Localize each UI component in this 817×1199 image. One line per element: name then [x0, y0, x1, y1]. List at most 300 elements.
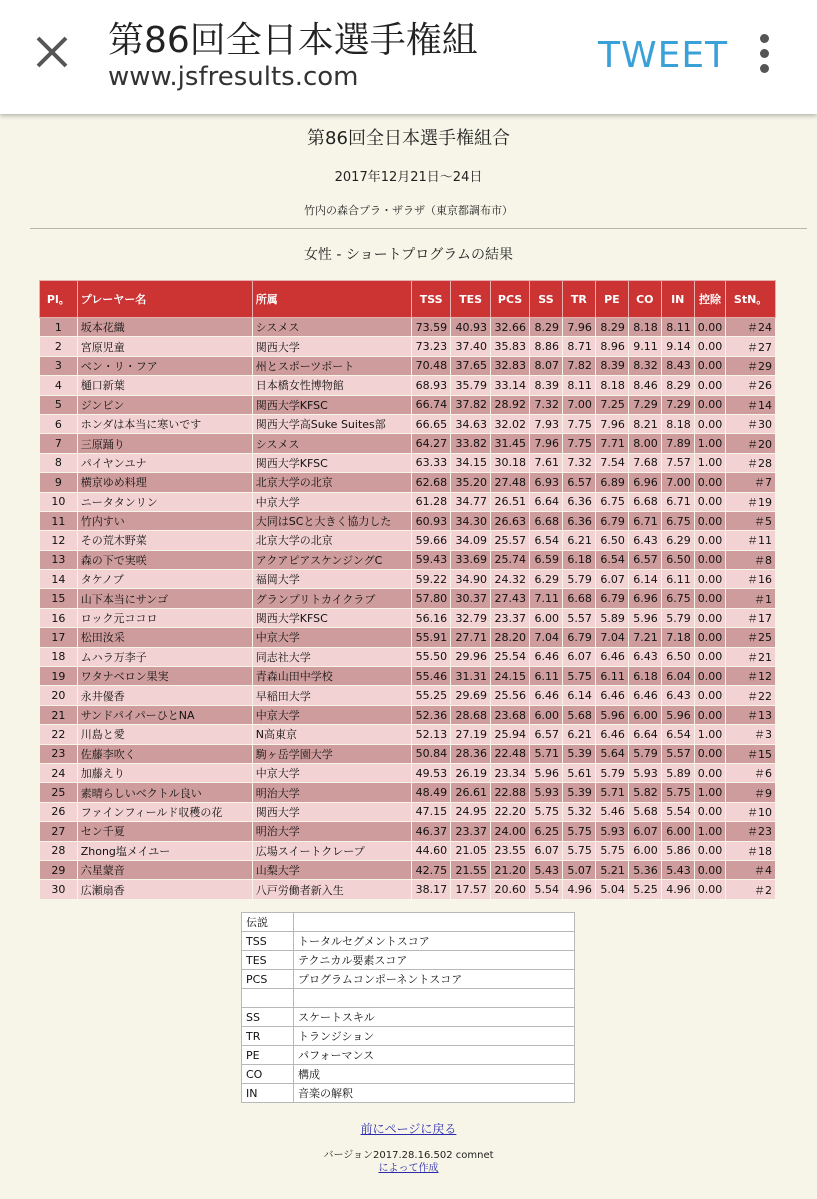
table-row — [40, 356, 776, 375]
col-stn[interactable]: StN。 — [726, 281, 776, 318]
row-pe: 5.46 — [595, 802, 628, 821]
row-tes: 37.40 — [451, 337, 491, 356]
row-in: 7.89 — [661, 434, 694, 453]
row-name: 広瀬扇香 — [77, 880, 252, 899]
legend-row — [242, 1065, 575, 1084]
row-place: 11 — [40, 511, 78, 530]
row-club: 明治大学 — [252, 822, 411, 841]
row-tss: 59.66 — [412, 531, 451, 550]
row-club: 関西大学 — [252, 802, 411, 821]
legend-abbr: TSS — [242, 932, 294, 951]
col-pl[interactable]: Pl。 — [40, 281, 78, 318]
row-tes: 34.63 — [451, 414, 491, 433]
row-club: 関西大学 — [252, 337, 411, 356]
row-stn: ＃3 — [726, 725, 776, 744]
table-row — [40, 647, 776, 666]
row-tss: 50.84 — [412, 744, 451, 763]
row-deduction: 0.00 — [694, 531, 726, 550]
row-club: 関西大学KFSC — [252, 608, 411, 627]
row-place: 23 — [40, 744, 78, 763]
row-pe: 5.96 — [595, 705, 628, 724]
row-co: 8.18 — [628, 318, 661, 337]
row-ss: 5.96 — [530, 763, 563, 782]
row-ss: 7.96 — [530, 434, 563, 453]
row-tr: 5.07 — [562, 860, 595, 879]
row-deduction: 0.00 — [694, 473, 726, 492]
legend-abbr: PE — [242, 1046, 294, 1065]
col-co[interactable]: CO — [628, 281, 661, 318]
row-pcs: 22.88 — [491, 783, 530, 802]
row-pcs: 28.92 — [491, 395, 530, 414]
legend-desc: テクニカル要素スコア — [294, 951, 575, 970]
row-club: 中京大学 — [252, 492, 411, 511]
row-name: ホンダは本当に寒いです — [77, 414, 252, 433]
row-co: 5.96 — [628, 608, 661, 627]
row-tes: 32.79 — [451, 608, 491, 627]
row-tr: 6.57 — [562, 473, 595, 492]
event-dates: 2017年12月21日～24日 — [334, 170, 483, 185]
row-deduction: 0.00 — [694, 860, 726, 879]
row-name: サンドパイパーひとNA — [77, 705, 252, 724]
row-pcs: 33.14 — [491, 376, 530, 395]
table-row — [40, 822, 776, 841]
col-club[interactable]: 所属 — [252, 281, 411, 318]
row-in: 5.96 — [661, 705, 694, 724]
row-club: 同志社大学 — [252, 647, 411, 666]
row-name: 川島と愛 — [77, 725, 252, 744]
row-pcs: 31.45 — [491, 434, 530, 453]
row-deduction: 0.00 — [694, 589, 726, 608]
row-club: シスメス — [252, 434, 411, 453]
row-tes: 33.69 — [451, 550, 491, 569]
table-row — [40, 473, 776, 492]
row-co: 7.29 — [628, 395, 661, 414]
row-co: 6.14 — [628, 570, 661, 589]
row-stn: ＃20 — [726, 434, 776, 453]
row-tes: 23.37 — [451, 822, 491, 841]
row-co: 7.68 — [628, 453, 661, 472]
row-in: 6.11 — [661, 570, 694, 589]
row-co: 6.71 — [628, 511, 661, 530]
table-row — [40, 318, 776, 337]
row-club: アクアピアスケンジングC — [252, 550, 411, 569]
row-in: 5.89 — [661, 763, 694, 782]
row-tss: 57.80 — [412, 589, 451, 608]
row-tss: 42.75 — [412, 860, 451, 879]
row-pe: 7.25 — [595, 395, 628, 414]
row-name: ベン・リ・フア — [77, 356, 252, 375]
row-tes: 34.77 — [451, 492, 491, 511]
row-stn: ＃13 — [726, 705, 776, 724]
row-place: 29 — [40, 860, 78, 879]
row-ss: 6.57 — [530, 725, 563, 744]
row-tes: 34.15 — [451, 453, 491, 472]
row-in: 6.75 — [661, 589, 694, 608]
col-tes[interactable]: TES — [451, 281, 491, 318]
row-deduction: 1.00 — [694, 822, 726, 841]
row-in: 5.79 — [661, 608, 694, 627]
row-tr: 5.75 — [562, 667, 595, 686]
row-tss: 55.50 — [412, 647, 451, 666]
row-tes: 28.68 — [451, 705, 491, 724]
legend-abbr: 伝説 — [242, 913, 294, 932]
row-ss: 8.29 — [530, 318, 563, 337]
legend-desc: トータルセグメントスコア — [294, 932, 575, 951]
row-deduction: 0.00 — [694, 880, 726, 899]
row-tss: 70.48 — [412, 356, 451, 375]
table-row — [40, 395, 776, 414]
row-tr: 5.68 — [562, 705, 595, 724]
row-stn: ＃6 — [726, 763, 776, 782]
table-row — [40, 802, 776, 821]
row-pcs: 25.94 — [491, 725, 530, 744]
page-content — [0, 114, 817, 1199]
row-tes: 28.36 — [451, 744, 491, 763]
row-deduction: 0.00 — [694, 647, 726, 666]
row-co: 5.82 — [628, 783, 661, 802]
row-ss: 6.29 — [530, 570, 563, 589]
row-tss: 48.49 — [412, 783, 451, 802]
row-deduction: 0.00 — [694, 744, 726, 763]
row-tss: 56.16 — [412, 608, 451, 627]
row-place: 26 — [40, 802, 78, 821]
row-pcs: 22.20 — [491, 802, 530, 821]
legend-desc — [294, 913, 575, 932]
row-pcs: 26.51 — [491, 492, 530, 511]
row-pe: 7.96 — [595, 414, 628, 433]
row-co: 8.21 — [628, 414, 661, 433]
row-place: 10 — [40, 492, 78, 511]
legend-row — [242, 913, 575, 932]
row-tes: 26.19 — [451, 763, 491, 782]
row-co: 8.32 — [628, 356, 661, 375]
legend-desc: プログラムコンポーネントスコア — [294, 970, 575, 989]
row-co: 6.96 — [628, 589, 661, 608]
row-tss: 73.59 — [412, 318, 451, 337]
row-co: 6.00 — [628, 705, 661, 724]
table-row — [40, 763, 776, 782]
close-icon[interactable] — [30, 30, 74, 74]
legend-row — [242, 932, 575, 951]
row-name: 森の下で実咲 — [77, 550, 252, 569]
row-tes: 17.57 — [451, 880, 491, 899]
row-tr: 5.79 — [562, 570, 595, 589]
row-place: 22 — [40, 725, 78, 744]
row-pcs: 25.56 — [491, 686, 530, 705]
row-ss: 7.61 — [530, 453, 563, 472]
row-ss: 6.93 — [530, 473, 563, 492]
row-place: 18 — [40, 647, 78, 666]
row-in: 8.11 — [661, 318, 694, 337]
row-place: 16 — [40, 608, 78, 627]
col-tss[interactable]: TSS — [412, 281, 451, 318]
row-club: 北京大学の北京 — [252, 531, 411, 550]
event-venue: 竹内の森合プラ・ザラザ（東京都調布市） — [304, 204, 513, 217]
row-stn: ＃10 — [726, 802, 776, 821]
table-header-row — [40, 281, 776, 318]
row-name: 永井優香 — [77, 686, 252, 705]
row-tes: 30.37 — [451, 589, 491, 608]
row-deduction: 0.00 — [694, 337, 726, 356]
row-co: 5.93 — [628, 763, 661, 782]
results-subtitle: 女性 - ショートプログラムの結果 — [303, 247, 514, 263]
row-stn: ＃25 — [726, 628, 776, 647]
row-name: ファインフィールド収穫の花 — [77, 802, 252, 821]
row-stn: ＃26 — [726, 376, 776, 395]
row-tss: 46.37 — [412, 822, 451, 841]
col-pcs[interactable]: PCS — [491, 281, 530, 318]
row-tr: 7.96 — [562, 318, 595, 337]
row-pcs: 28.20 — [491, 628, 530, 647]
row-deduction: 0.00 — [694, 841, 726, 860]
row-tes: 35.20 — [451, 473, 491, 492]
row-in: 6.75 — [661, 511, 694, 530]
row-tss: 49.53 — [412, 763, 451, 782]
row-pe: 5.79 — [595, 763, 628, 782]
row-tss: 66.74 — [412, 395, 451, 414]
row-stn: ＃27 — [726, 337, 776, 356]
row-tes: 27.71 — [451, 628, 491, 647]
col-deduction[interactable]: 控除 — [694, 281, 726, 318]
row-name: 横京ゆめ料理 — [77, 473, 252, 492]
row-tes: 27.19 — [451, 725, 491, 744]
row-co: 5.25 — [628, 880, 661, 899]
legend-abbr: CO — [242, 1065, 294, 1084]
row-tes: 33.82 — [451, 434, 491, 453]
row-stn: ＃30 — [726, 414, 776, 433]
row-in: 8.43 — [661, 356, 694, 375]
row-club: 明治大学 — [252, 783, 411, 802]
row-deduction: 1.00 — [694, 434, 726, 453]
legend-row — [242, 1084, 575, 1103]
row-place: 20 — [40, 686, 78, 705]
row-name: 佐藤李吹く — [77, 744, 252, 763]
row-co: 9.11 — [628, 337, 661, 356]
row-club: 八戸労働者新入生 — [252, 880, 411, 899]
row-tes: 29.69 — [451, 686, 491, 705]
row-pcs: 23.55 — [491, 841, 530, 860]
row-place: 4 — [40, 376, 78, 395]
row-pe: 5.04 — [595, 880, 628, 899]
row-tr: 8.11 — [562, 376, 595, 395]
row-pcs: 24.15 — [491, 667, 530, 686]
row-name: ニータタンリン — [77, 492, 252, 511]
row-place: 2 — [40, 337, 78, 356]
table-row — [40, 337, 776, 356]
row-co: 6.18 — [628, 667, 661, 686]
row-deduction: 0.00 — [694, 705, 726, 724]
row-tr: 7.75 — [562, 414, 595, 433]
row-deduction: 0.00 — [694, 395, 726, 414]
row-in: 7.57 — [661, 453, 694, 472]
row-place: 12 — [40, 531, 78, 550]
table-row — [40, 744, 776, 763]
row-tr: 6.07 — [562, 647, 595, 666]
row-place: 17 — [40, 628, 78, 647]
row-stn: ＃23 — [726, 822, 776, 841]
row-ss: 8.07 — [530, 356, 563, 375]
row-deduction: 1.00 — [694, 453, 726, 472]
made-by-link[interactable]: によって作成 — [378, 1163, 439, 1174]
row-ss: 5.71 — [530, 744, 563, 763]
row-co: 6.00 — [628, 841, 661, 860]
row-name: ジンビン — [77, 395, 252, 414]
row-tss: 52.13 — [412, 725, 451, 744]
row-in: 6.29 — [661, 531, 694, 550]
row-pcs: 27.43 — [491, 589, 530, 608]
legend-row — [242, 970, 575, 989]
row-in: 6.50 — [661, 550, 694, 569]
row-tes: 24.95 — [451, 802, 491, 821]
row-ss: 6.25 — [530, 822, 563, 841]
row-stn: ＃14 — [726, 395, 776, 414]
row-tss: 59.22 — [412, 570, 451, 589]
legend-desc: パフォーマンス — [294, 1046, 575, 1065]
table-row — [40, 686, 776, 705]
row-name: ムハラ万李子 — [77, 647, 252, 666]
row-deduction: 0.00 — [694, 318, 726, 337]
row-name: セン千夏 — [77, 822, 252, 841]
legend-row — [242, 1046, 575, 1065]
row-club: 関西大学KFSC — [252, 395, 411, 414]
row-club: 州とスポーツポート — [252, 356, 411, 375]
row-pcs: 23.34 — [491, 763, 530, 782]
row-tss: 55.46 — [412, 667, 451, 686]
row-in: 6.00 — [661, 822, 694, 841]
row-stn: ＃17 — [726, 608, 776, 627]
row-name: 樋口新葉 — [77, 376, 252, 395]
col-ss[interactable]: SS — [530, 281, 563, 318]
row-tss: 59.43 — [412, 550, 451, 569]
row-place: 24 — [40, 763, 78, 782]
row-in: 7.18 — [661, 628, 694, 647]
row-name: ワタナベロン果実 — [77, 667, 252, 686]
row-place: 19 — [40, 667, 78, 686]
row-name: Zhong塩メイユー — [77, 841, 252, 860]
row-name: その荒木野菜 — [77, 531, 252, 550]
row-tr: 6.36 — [562, 511, 595, 530]
row-tss: 47.15 — [412, 802, 451, 821]
row-place: 13 — [40, 550, 78, 569]
row-stn: ＃9 — [726, 783, 776, 802]
row-stn: ＃15 — [726, 744, 776, 763]
col-pe[interactable]: PE — [595, 281, 628, 318]
table-row — [40, 414, 776, 433]
row-club: 中京大学 — [252, 705, 411, 724]
row-pcs: 32.02 — [491, 414, 530, 433]
row-pe: 6.89 — [595, 473, 628, 492]
row-tr: 6.14 — [562, 686, 595, 705]
legend-desc: 構成 — [294, 1065, 575, 1084]
legend-row — [242, 1027, 575, 1046]
row-deduction: 0.00 — [694, 686, 726, 705]
col-name[interactable]: プレーヤー名 — [77, 281, 252, 318]
row-tr: 7.82 — [562, 356, 595, 375]
table-row — [40, 608, 776, 627]
more-vert-icon[interactable] — [758, 34, 772, 74]
row-pcs: 24.00 — [491, 822, 530, 841]
event-title: 第86回全日本選手権組合 — [307, 128, 510, 149]
row-name: 宮原児童 — [77, 337, 252, 356]
row-pe: 7.04 — [595, 628, 628, 647]
row-name: 六星蒙音 — [77, 860, 252, 879]
col-in[interactable]: IN — [661, 281, 694, 318]
row-deduction: 0.00 — [694, 667, 726, 686]
row-in: 6.54 — [661, 725, 694, 744]
legend-abbr: SS — [242, 1008, 294, 1027]
row-pcs: 26.63 — [491, 511, 530, 530]
row-pe: 5.64 — [595, 744, 628, 763]
row-pcs: 24.32 — [491, 570, 530, 589]
row-tes: 34.30 — [451, 511, 491, 530]
table-row — [40, 570, 776, 589]
row-pcs: 23.37 — [491, 608, 530, 627]
row-pe: 8.96 — [595, 337, 628, 356]
row-deduction: 1.00 — [694, 725, 726, 744]
row-tss: 38.17 — [412, 880, 451, 899]
row-name: 竹内すい — [77, 511, 252, 530]
row-name: 山下本当にサンゴ — [77, 589, 252, 608]
row-place: 14 — [40, 570, 78, 589]
row-club: 日本橋女性博物館 — [252, 376, 411, 395]
col-tr[interactable]: TR — [562, 281, 595, 318]
table-row — [40, 492, 776, 511]
row-ss: 5.43 — [530, 860, 563, 879]
row-pe: 8.39 — [595, 356, 628, 375]
row-place: 25 — [40, 783, 78, 802]
row-pcs: 23.68 — [491, 705, 530, 724]
row-tss: 64.27 — [412, 434, 451, 453]
table-row — [40, 880, 776, 899]
row-name: パイヤンユナ — [77, 453, 252, 472]
row-pcs: 20.60 — [491, 880, 530, 899]
row-pe: 6.46 — [595, 686, 628, 705]
row-club: 大同はSCと大きく協力した — [252, 511, 411, 530]
row-club: 早稲田大学 — [252, 686, 411, 705]
row-tr: 6.21 — [562, 531, 595, 550]
row-place: 27 — [40, 822, 78, 841]
row-tr: 8.71 — [562, 337, 595, 356]
row-place: 3 — [40, 356, 78, 375]
row-club: 北京大学の北京 — [252, 473, 411, 492]
version-text: バージョン2017.28.16.502 comnet — [323, 1150, 494, 1161]
row-tss: 52.36 — [412, 705, 451, 724]
row-ss: 6.46 — [530, 686, 563, 705]
row-in: 6.50 — [661, 647, 694, 666]
row-pe: 5.21 — [595, 860, 628, 879]
legend-desc: トランジション — [294, 1027, 575, 1046]
row-co: 6.57 — [628, 550, 661, 569]
row-club: 青森山田中学校 — [252, 667, 411, 686]
row-deduction: 0.00 — [694, 608, 726, 627]
tweet-button[interactable]: TWEET — [598, 35, 729, 76]
row-pcs: 21.20 — [491, 860, 530, 879]
table-row — [40, 453, 776, 472]
back-link[interactable]: 前にページに戻る — [360, 1122, 457, 1136]
row-tr: 6.79 — [562, 628, 595, 647]
row-pcs: 30.18 — [491, 453, 530, 472]
row-pe: 8.18 — [595, 376, 628, 395]
row-tes: 37.82 — [451, 395, 491, 414]
legend-abbr: TES — [242, 951, 294, 970]
row-name: 加藤えり — [77, 763, 252, 782]
browser-top-bar — [0, 0, 817, 114]
row-co: 5.79 — [628, 744, 661, 763]
row-ss: 8.39 — [530, 376, 563, 395]
row-co: 5.36 — [628, 860, 661, 879]
row-stn: ＃7 — [726, 473, 776, 492]
row-club: 福岡大学 — [252, 570, 411, 589]
